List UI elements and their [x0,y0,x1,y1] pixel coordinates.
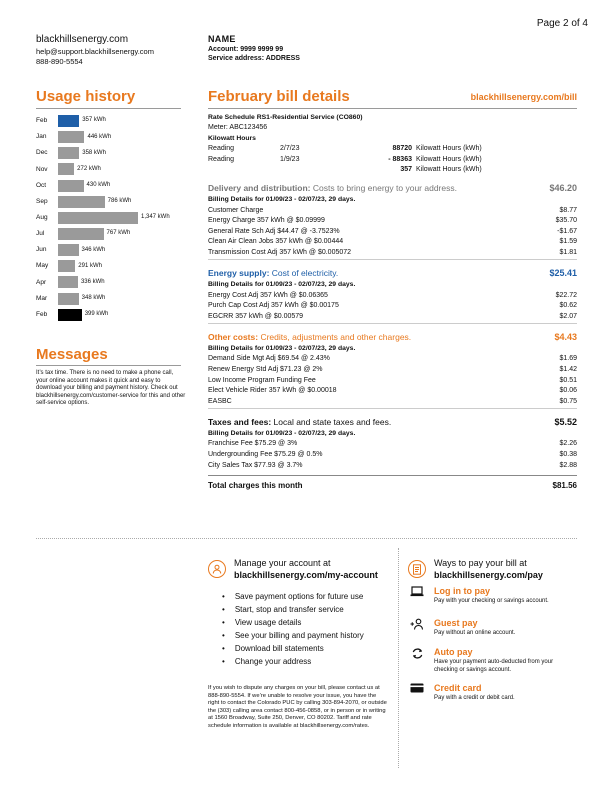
charge-label: Franchise Fee $75.29 @ 3% [208,440,298,448]
charge-line [208,216,577,227]
charge-label: Low Income Program Funding Fee [208,376,316,384]
manage-list-item: • See your billing and payment history [222,629,364,642]
usage-value-label: 348 kWh [81,295,106,302]
reading-date: 1/9/23 [280,155,300,163]
usage-value-label: 291 kWh [78,262,102,269]
usage-value-label: 1,347 kWh [141,214,170,221]
divider [208,408,577,409]
pay-heading-text: Ways to pay your bill at [434,558,527,568]
reading-label: Reading [208,155,235,163]
usage-bar [58,115,79,127]
dotted-divider [36,538,577,539]
charge-line [208,365,577,376]
usage-bar [58,196,105,208]
reading-unit: Kilowatt Hours (kWh) [416,155,482,163]
charge-amount: $0.38 [559,450,577,458]
section-header [208,330,577,344]
charge-label: Transmission Cost Adj 357 kWh @ $0.005072 [208,248,352,256]
charge-amount: $0.62 [559,302,577,310]
usage-month-label: Sep [36,197,48,205]
usage-value-label: 430 kWh [86,182,111,189]
usage-bar [58,163,74,175]
laptop-icon [408,586,426,601]
charge-amount: $1.59 [559,238,577,246]
charge-line [208,354,577,365]
section-amount: $4.43 [554,331,577,342]
charge-line [208,301,577,312]
usage-value-label: 358 kWh [82,149,106,156]
charge-sections [208,182,577,472]
usage-row [36,274,186,290]
pay-option-desc: Pay with your checking or savings account. [434,598,549,604]
usage-value-label: 336 kWh [80,278,105,285]
total-charges [208,479,577,492]
usage-month-label: Apr [36,278,47,286]
manage-list-item: • View usage details [222,616,364,629]
section-description: Cost of electricity. [269,268,339,279]
section-amount: $25.41 [549,268,577,279]
total-amount: $81.56 [552,480,577,490]
usage-bar [58,244,79,256]
section-title: Other costs: [208,332,259,343]
pay-option-title[interactable]: Log in to pay [434,586,490,596]
page-number: Page 2 of 4 [536,18,588,29]
charge-label: Clean Air Clean Jobs 357 kWh @ $0.00444 [208,238,344,246]
usage-row [36,291,186,307]
pay-option-title[interactable]: Auto pay [434,647,473,657]
usage-bar [58,309,82,321]
usage-month-label: Jul [36,230,45,238]
charge-line [208,397,577,408]
charge-amount: $2.07 [559,312,577,320]
billing-period: Billing Details for 01/09/23 - 02/07/23, 29 days. [208,345,356,353]
section-description: Local and state taxes and fees. [271,417,392,428]
charge-amount: $1.81 [559,248,577,256]
charge-line [208,206,577,217]
meter-number: Meter: ABC123456 [208,124,268,132]
section-heading [208,183,457,193]
section-header [208,415,577,429]
guest-user-icon [408,618,426,634]
pay-link[interactable]: blackhillsenergy.com/pay [434,569,543,580]
usage-month-label: Feb [36,310,48,318]
usage-month-label: Jun [36,246,47,254]
bill-document-icon [408,560,426,578]
total-label: Total charges this month [208,480,303,490]
section-title: Delivery and distribution: [208,183,311,194]
section-amount: $46.20 [549,183,577,194]
reading-date: 2/7/23 [280,145,300,153]
divider [36,108,181,109]
usage-row [36,242,186,258]
pay-option-desc: Pay with a credit or debit card. [434,695,515,701]
charge-label: Energy Cost Adj 357 kWh @ $0.06365 [208,291,328,299]
usage-value-label: 786 kWh [107,198,132,205]
usage-value-label: 357 kWh [82,117,106,124]
company-contact [36,34,154,66]
usage-row [36,210,186,226]
usage-row [36,194,186,210]
pay-option-desc: Have your payment auto-deducted from your checking or savings account. [434,659,554,673]
manage-heading-text: Manage your account at [234,558,331,568]
charge-amount: $8.77 [559,206,577,214]
usage-month-label: Jan [36,133,47,141]
charge-label: Purch Cap Cost Adj 357 kWh @ $0.00175 [208,302,339,310]
usage-value-label: 399 kWh [84,311,109,318]
usage-value-label: 346 kWh [81,246,106,253]
charge-amount: $1.69 [559,355,577,363]
service-address: Service address: ADDRESS [208,55,300,63]
section-title: Taxes and fees: [208,417,272,428]
charge-label: EASBC [208,397,232,405]
company-phone: 888-890-5554 [36,57,83,66]
reading-value: 357 [400,166,412,174]
billing-period: Billing Details for 01/09/23 - 02/07/23, 29 days. [208,430,356,438]
meter-readings [208,144,577,176]
charge-line [208,460,577,471]
meter-reading-row [208,155,577,166]
section-title: Energy supply: [208,268,270,279]
section-header [208,182,577,196]
charge-amount: -$1.67 [557,227,577,235]
divider [36,365,181,366]
manage-account-list [222,590,364,668]
manage-list-item: • Download bill statements [222,642,364,655]
autopay-cycle-icon [408,647,426,664]
customer-info [208,34,300,64]
usage-value-label: 272 kWh [77,165,101,172]
divider [208,323,577,324]
usage-row [36,145,186,161]
charge-amount: $0.75 [559,397,577,405]
charge-amount: $2.26 [559,440,577,448]
reading-value: 88720 [392,145,412,153]
usage-bar [58,180,84,192]
charge-amount: $2.88 [559,461,577,469]
section-amount: $5.52 [554,416,577,427]
usage-month-label: Nov [36,165,48,173]
usage-bar [58,147,79,159]
charge-line [208,227,577,238]
section-header [208,266,577,280]
usage-month-label: May [36,262,49,270]
manage-account-heading [234,558,378,581]
usage-history-title: Usage history [36,88,136,105]
charge-label: Renew Energy Std Adj $71.23 @ 2% [208,365,323,373]
usage-row [36,258,186,274]
pay-option-desc: Pay without an online account. [434,630,516,636]
billing-period: Billing Details for 01/09/23 - 02/07/23, 29 days. [208,196,356,204]
dotted-divider-vertical [398,548,399,768]
rate-schedule: Rate Schedule RS1-Residential Service (CO860) [208,113,363,121]
charge-label: Customer Charge [208,206,264,214]
bill-link[interactable]: blackhillsenergy.com/bill [470,92,577,102]
usage-row [36,178,186,194]
section-description: Credits, adjustments and other charges. [258,332,412,343]
section-heading [208,417,391,427]
divider [208,259,577,260]
charge-line [208,386,577,397]
bill-details [208,113,577,492]
charge-amount: $0.51 [559,376,577,384]
messages-text: It’s tax time. There is no need to make a phone call, your online account makes it quick and easy to download your billing and payment history. Check out blackhillsenergy.com/customer-service for this and other self-service options. [36,370,186,406]
divider [208,475,577,476]
charge-label: Energy Charge 357 kWh @ $0.09999 [208,217,325,225]
usage-month-label: Mar [36,294,48,302]
reading-value: - 88363 [388,155,412,163]
dispute-text: If you wish to dispute any charges on your bill, please contact us at 888-890-5554. If we’re unable to resolve your issue, you have the right to contact the Colorado PUC by calling 303-894-2070, or outside the (303) calling area contact 800-456-0858, or in person or in writing at 1560 Broadway, Suite 250, Denver, CO 80202. Tariff and rate schedule information is available at blackhillsenergy.com/rates. [208,685,387,729]
meter-reading-row [208,144,577,155]
customer-name: NAME [208,34,236,44]
manage-list-item: • Change your address [222,655,364,668]
usage-history-chart [36,113,186,323]
reading-unit: Kilowatt Hours (kWh) [416,166,482,174]
charge-label: Elect Vehicle Rider 357 kWh @ $0.00018 [208,387,337,395]
charge-line [208,290,577,301]
messages-title: Messages [36,346,108,363]
company-email[interactable]: help@support.blackhillsenergy.com [36,47,154,56]
charge-line [208,375,577,386]
credit-card-icon [408,683,426,697]
usage-month-label: Oct [36,181,47,189]
usage-month-label: Dec [36,149,48,157]
charge-label: City Sales Tax $77.93 @ 3.7% [208,461,303,469]
section-description: Costs to bring energy to your address. [310,183,457,194]
pay-bill-heading [434,558,543,581]
charge-label: General Rate Sch Adj $44.47 @ -3.7523% [208,227,340,235]
kwh-label: Kilowatt Hours [208,134,256,142]
charge-amount: $0.06 [559,387,577,395]
charge-label: Demand Side Mgt Adj $69.54 @ 2.43% [208,355,330,363]
usage-bar [58,293,79,305]
usage-row [36,129,186,145]
meter-reading-row [208,165,577,176]
charge-line [208,450,577,461]
charge-label: EGCRR 357 kWh @ $0.00579 [208,312,304,320]
usage-bar [58,260,75,272]
user-account-icon [208,560,226,578]
reading-label: Reading [208,145,235,153]
bill-details-title: February bill details [208,88,350,105]
pay-option-title[interactable]: Credit card [434,683,482,693]
pay-option-title[interactable]: Guest pay [434,618,478,628]
usage-bar [58,131,84,143]
charge-line [208,439,577,450]
billing-period: Billing Details for 01/09/23 - 02/07/23, 29 days. [208,281,356,289]
divider [208,108,577,109]
manage-list-item: • Start, stop and transfer service [222,603,364,616]
usage-row [36,161,186,177]
usage-row [36,113,186,129]
usage-value-label: 446 kWh [87,133,112,140]
manage-list-item: • Save payment options for future use [222,590,364,603]
usage-bar [58,276,78,288]
usage-row [36,226,186,242]
charge-line [208,248,577,259]
charge-amount: $35.70 [555,217,577,225]
charge-line [208,237,577,248]
section-heading [208,332,411,342]
account-number: Account: 9999 9999 99 [208,45,284,53]
usage-value-label: 767 kWh [106,230,131,237]
section-heading [208,268,338,278]
usage-row [36,307,186,323]
usage-month-label: Feb [36,117,48,125]
company-website[interactable]: blackhillsenergy.com [36,34,129,45]
charge-amount: $1.42 [559,365,577,373]
reading-unit: Kilowatt Hours (kWh) [416,145,482,153]
charge-label: Undergrounding Fee $75.29 @ 0.5% [208,450,323,458]
charge-amount: $22.72 [555,291,577,299]
charge-line [208,312,577,323]
usage-bar [58,212,138,224]
usage-bar [58,228,104,240]
manage-account-link[interactable]: blackhillsenergy.com/my-account [234,569,378,580]
usage-month-label: Aug [36,214,48,222]
